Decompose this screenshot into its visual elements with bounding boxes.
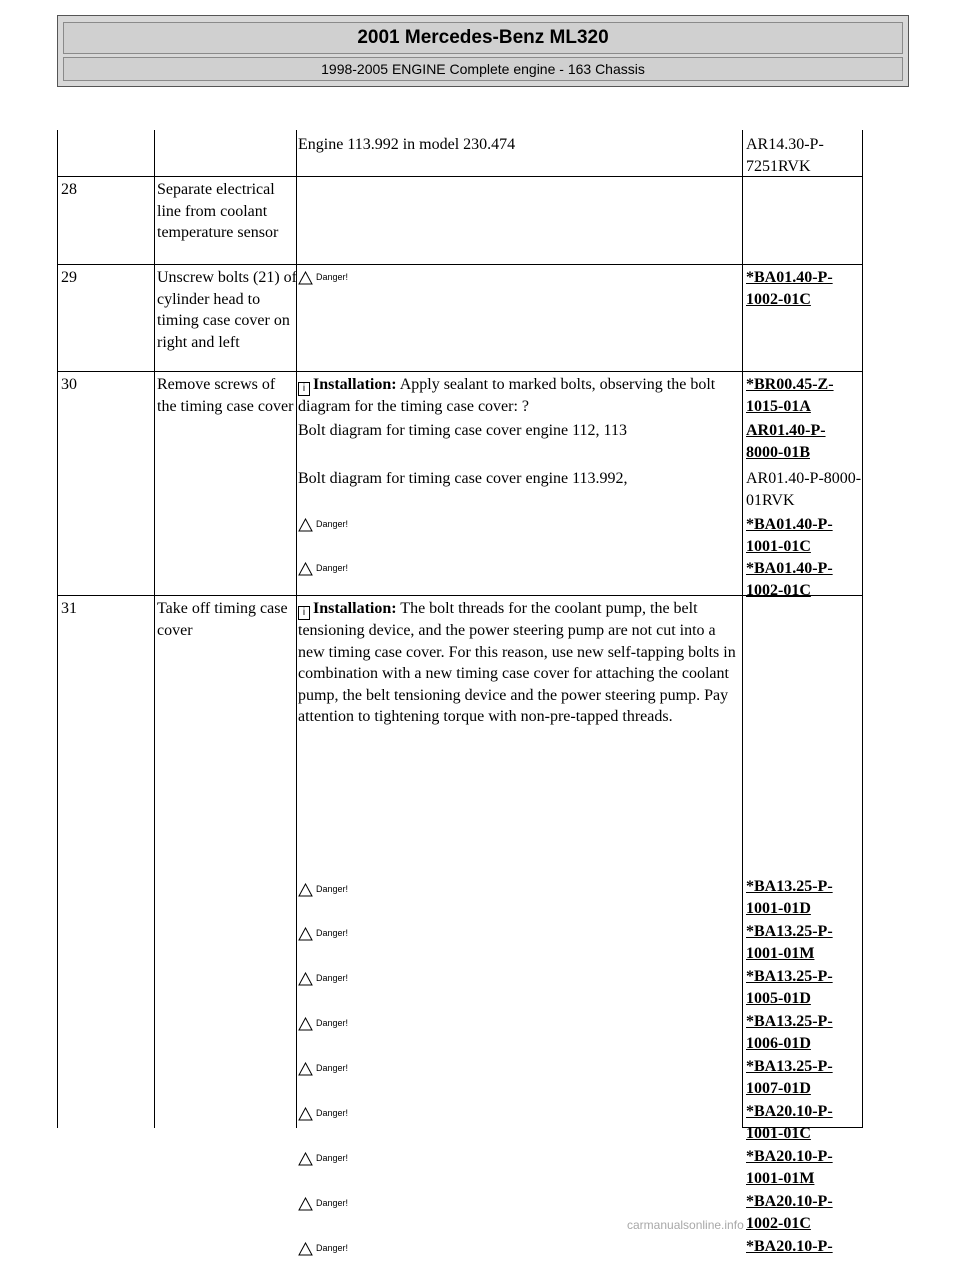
warning-triangle-icon (298, 883, 313, 897)
danger-note[interactable] (298, 515, 743, 539)
installation-note (298, 598, 743, 728)
danger-note[interactable] (298, 880, 743, 904)
reference-link[interactable]: *BA20.10-P- (746, 1238, 833, 1255)
warning-triangle-icon (298, 271, 313, 285)
danger-note[interactable] (298, 924, 743, 948)
step-text: Unscrew bolts (21) of cylinder head to timing case cover on right and left (157, 269, 297, 351)
danger-label: Danger! (316, 1153, 349, 1164)
danger-note[interactable] (298, 1149, 743, 1173)
info-icon: i (298, 382, 310, 396)
danger-note[interactable] (298, 1194, 743, 1218)
danger-label: Danger! (316, 884, 349, 895)
warning-triangle-icon (298, 1197, 313, 1211)
page-title: 2001 Mercedes-Benz ML320 (63, 22, 903, 54)
step-number: 30 (61, 376, 77, 393)
step-text: Remove screws of the timing case cover (157, 376, 294, 415)
warning-triangle-icon (298, 1062, 313, 1076)
column-divider (154, 130, 155, 1128)
info-icon: i (298, 606, 310, 620)
danger-label: Danger! (316, 1243, 349, 1254)
danger-note[interactable] (298, 1239, 743, 1263)
reference-link[interactable]: *BA20.10-P-1001-01M (746, 1148, 833, 1187)
reference-link[interactable]: *BR00.45-Z-1015-01A (746, 376, 834, 415)
danger-note[interactable] (298, 1104, 743, 1128)
installation-text: The bolt threads for the coolant pump, the belt tensioning device, and the power steering pump are not cut into a new timing case cover. For this reason, use new self-tapping bolts in combination with a new timing case cover for attaching the coolant pump, the belt tensioning device and the power steering pump. Pay attention to tightening torque with non-pre-tapped threads. (298, 600, 736, 725)
danger-note[interactable] (298, 1059, 743, 1083)
row-divider (58, 371, 862, 372)
danger-note[interactable] (298, 969, 743, 993)
danger-label: Danger! (316, 1108, 349, 1119)
row-divider (58, 595, 862, 596)
danger-note[interactable] (298, 268, 743, 292)
reference-link[interactable]: *BA13.25-P-1001-01D (746, 878, 833, 917)
step-number: 28 (61, 181, 77, 198)
reference-link[interactable]: *BA13.25-P-1007-01D (746, 1058, 833, 1097)
step-description: Engine 113.992 in model 230.474 (298, 136, 516, 153)
reference-code: AR01.40-P-8000-01RVK (746, 470, 862, 509)
danger-note[interactable] (298, 559, 743, 583)
danger-label: Danger! (316, 563, 349, 574)
reference-code: AR14.30-P-7251RVK (746, 136, 824, 175)
step-number: 29 (61, 269, 77, 286)
warning-triangle-icon (298, 518, 313, 532)
danger-label: Danger! (316, 1018, 349, 1029)
reference-link[interactable]: *BA01.40-P-1002-01C (746, 269, 833, 308)
page-header (57, 15, 909, 87)
step-text: Take off timing case cover (157, 600, 288, 639)
step-number: 31 (61, 600, 77, 617)
warning-triangle-icon (298, 1152, 313, 1166)
reference-link[interactable]: *BA20.10-P-1001-01C (746, 1103, 833, 1142)
row-divider (58, 176, 862, 177)
reference-link[interactable]: *BA13.25-P-1005-01D (746, 968, 833, 1007)
warning-triangle-icon (298, 972, 313, 986)
installation-text: Apply sealant to marked bolts, observing the bolt diagram for the timing case cover: ? (298, 376, 716, 415)
reference-link[interactable]: *BA01.40-P-1001-01C (746, 516, 833, 555)
reference-link[interactable]: *BA13.25-P-1006-01D (746, 1013, 833, 1052)
danger-label: Danger! (316, 973, 349, 984)
installation-label: Installation: (313, 600, 397, 617)
reference-link[interactable]: *BA13.25-P-1001-01M (746, 923, 833, 962)
row-divider (58, 264, 862, 265)
step-description: Bolt diagram for timing case cover engine 113.992, (298, 470, 628, 487)
warning-triangle-icon (298, 1242, 313, 1256)
danger-note[interactable] (298, 1014, 743, 1038)
installation-label: Installation: (313, 376, 397, 393)
warning-triangle-icon (298, 1107, 313, 1121)
step-description: Bolt diagram for timing case cover engine 112, 113 (298, 422, 627, 439)
danger-label: Danger! (316, 928, 349, 939)
page-subtitle: 1998-2005 ENGINE Complete engine - 163 Chassis (63, 57, 903, 81)
site-watermark: carmanualsonline.info (627, 1218, 744, 1232)
warning-triangle-icon (298, 562, 313, 576)
reference-link[interactable]: AR01.40-P-8000-01B (746, 422, 826, 461)
reference-link[interactable]: *BA20.10-P-1002-01C (746, 1193, 833, 1232)
danger-label: Danger! (316, 519, 349, 530)
danger-label: Danger! (316, 1198, 349, 1209)
warning-triangle-icon (298, 1017, 313, 1031)
warning-triangle-icon (298, 927, 313, 941)
installation-note (298, 374, 743, 418)
danger-label: Danger! (316, 272, 349, 283)
danger-label: Danger! (316, 1063, 349, 1074)
reference-link[interactable]: *BA01.40-P-1002-01C (746, 560, 833, 599)
step-text: Separate electrical line from coolant temperature sensor (157, 181, 279, 241)
